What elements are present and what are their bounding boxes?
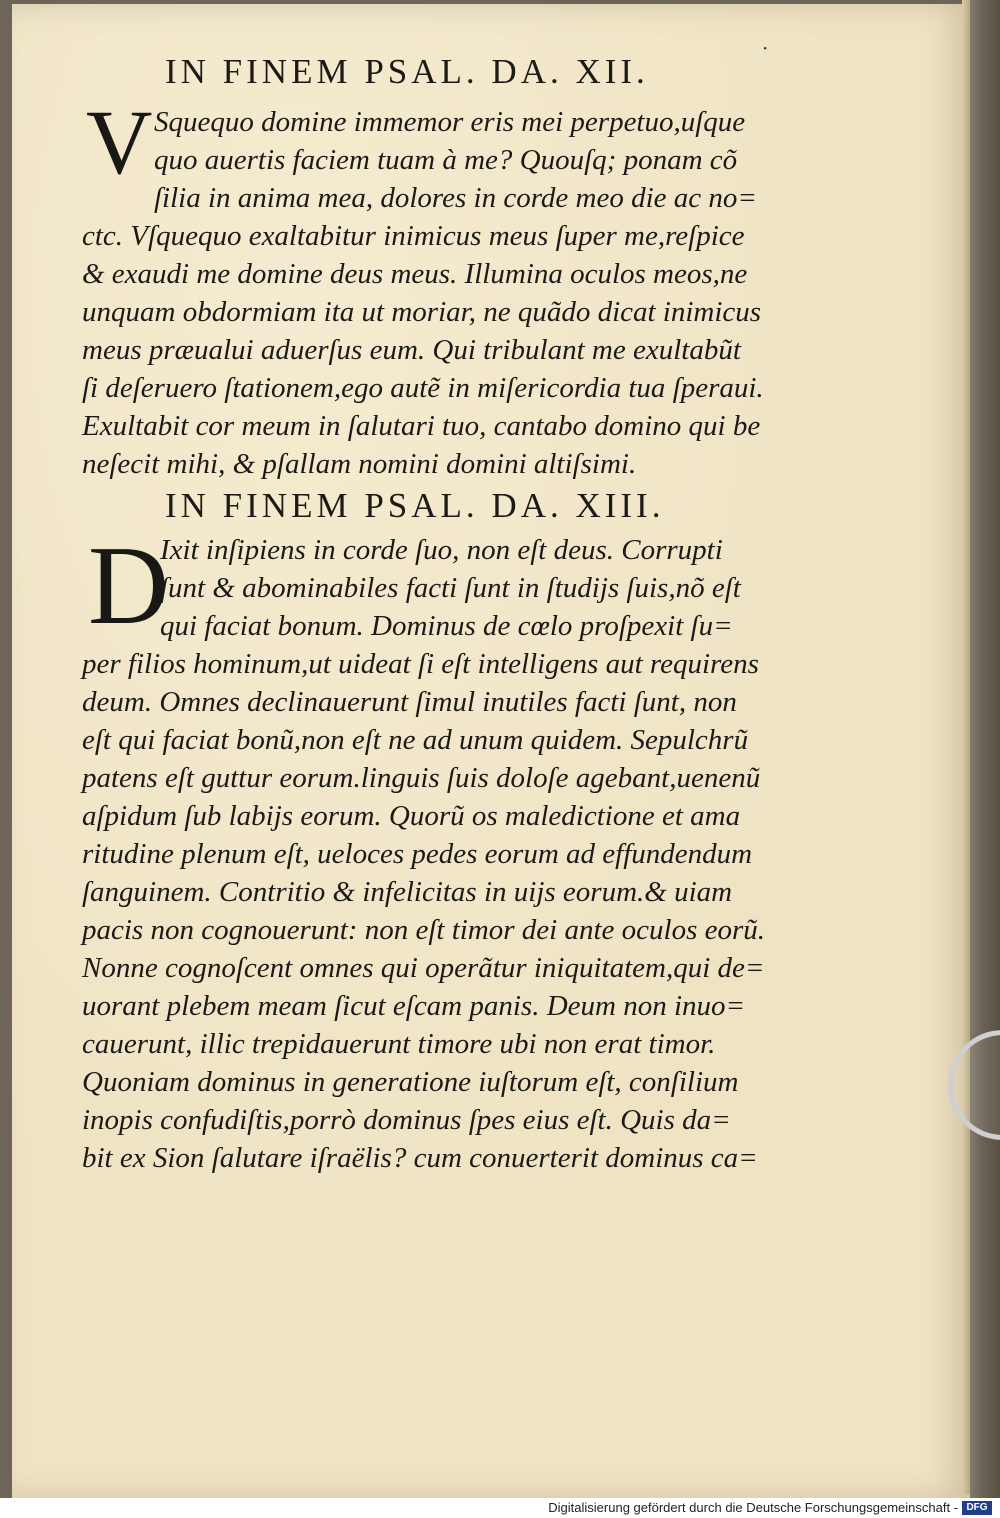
page-edge xyxy=(962,0,970,1494)
psalm-12-line: unquam obdormiam ita ut moriar, ne quãdo dicat inimicus xyxy=(82,296,762,328)
psalm-13-line: ritudine plenum eſt, ueloces pedes eorum ad effundendum xyxy=(82,838,753,870)
psalm-13-line: deum. Omnes declinauerunt ſimul inutiles facti ſunt, non xyxy=(82,686,737,718)
psalm-13-dropcap: D xyxy=(88,524,169,648)
psalm-13-line: inopis confudiſtis,porrò dominus ſpes eius eſt. Quis da= xyxy=(82,1104,731,1136)
psalm-13-line: qui faciat bonum. Dominus de cœlo proſpexit ſu= xyxy=(160,610,733,642)
psalm-13-line: aſpidum ſub labijs eorum. Quorũ os maledictione et ama xyxy=(82,800,741,832)
psalm-13-line: Quoniam dominus in generatione iuſtorum eſt, conſilium xyxy=(82,1066,739,1098)
psalm-12-heading: IN FINEM PSAL. DA. XII. xyxy=(165,52,649,91)
psalm-13-heading: IN FINEM PSAL. DA. XIII. xyxy=(165,486,665,525)
page-mark: · xyxy=(762,36,769,60)
psalm-12-line: neſecit mihi, & pſallam nomini domini altiſsimi. xyxy=(82,448,637,480)
book-spine xyxy=(966,0,1000,1498)
psalm-13-line: bit ex Sion ſalutare iſraëlis? cum conuerterit dominus ca= xyxy=(82,1142,758,1174)
psalm-13-line: Ixit inſipiens in corde ſuo, non eſt deus. Corrupti xyxy=(160,534,723,566)
psalm-12-line: & exaudi me domine deus meus. Illumina oculos meos,ne xyxy=(82,258,748,290)
psalm-12-line: ctc. Vſquequo exaltabitur inimicus meus ſuper me,reſpice xyxy=(82,220,745,252)
funding-credit: Digitalisierung gefördert durch die Deutsche Forschungsgemeinschaft - xyxy=(548,1500,958,1515)
psalm-12-line: Exultabit cor meum in ſalutari tuo, cantabo domino qui be xyxy=(82,410,761,442)
dfg-logo-icon: DFG xyxy=(962,1501,992,1515)
psalm-12-line: ſi deſeruero ſtationem,ego autẽ in miſericordia tua ſperaui. xyxy=(82,372,764,404)
psalm-12-dropcap: V xyxy=(86,91,153,193)
psalm-13-line: cauerunt, illic trepidauerunt timore ubi non erat timor. xyxy=(82,1028,716,1060)
psalm-13-line: patens eſt guttur eorum.linguis ſuis doloſe agebant,uenenũ xyxy=(82,762,761,794)
psalm-13-line: per filios hominum,ut uideat ſi eſt intelligens aut requirens xyxy=(82,648,759,680)
psalm-13-line: ſanguinem. Contritio & infelicitas in uijs eorum.& uiam xyxy=(82,876,733,908)
psalm-13-line: Nonne cognoſcent omnes qui operãtur iniquitatem,qui de= xyxy=(82,952,765,984)
psalm-13-line: pacis non cognouerunt: non eſt timor dei ante oculos eorũ. xyxy=(82,914,766,946)
psalm-12-line: meus præualui aduerſus eum. Qui tribulant me exultabũt xyxy=(82,334,741,366)
psalm-12-line: Squequo domine immemor eris mei perpetuo,uſque xyxy=(154,106,746,138)
psalm-13-line: eſt qui faciat bonũ,non eſt ne ad unum quidem. Sepulchrũ xyxy=(82,724,749,756)
psalm-13-line: ſunt & abominabiles facti ſunt in ſtudijs ſuis,nõ eſt xyxy=(160,572,741,604)
footer-bar xyxy=(0,1498,1000,1518)
psalm-12-line: quo auertis faciem tuam à me? Quouſq; ponam cõ xyxy=(154,144,738,176)
psalm-12-line: ſilia in anima mea, dolores in corde meo die ac no= xyxy=(154,182,757,214)
psalm-13-line: uorant plebem meam ſicut eſcam panis. Deum non inuo= xyxy=(82,990,746,1022)
